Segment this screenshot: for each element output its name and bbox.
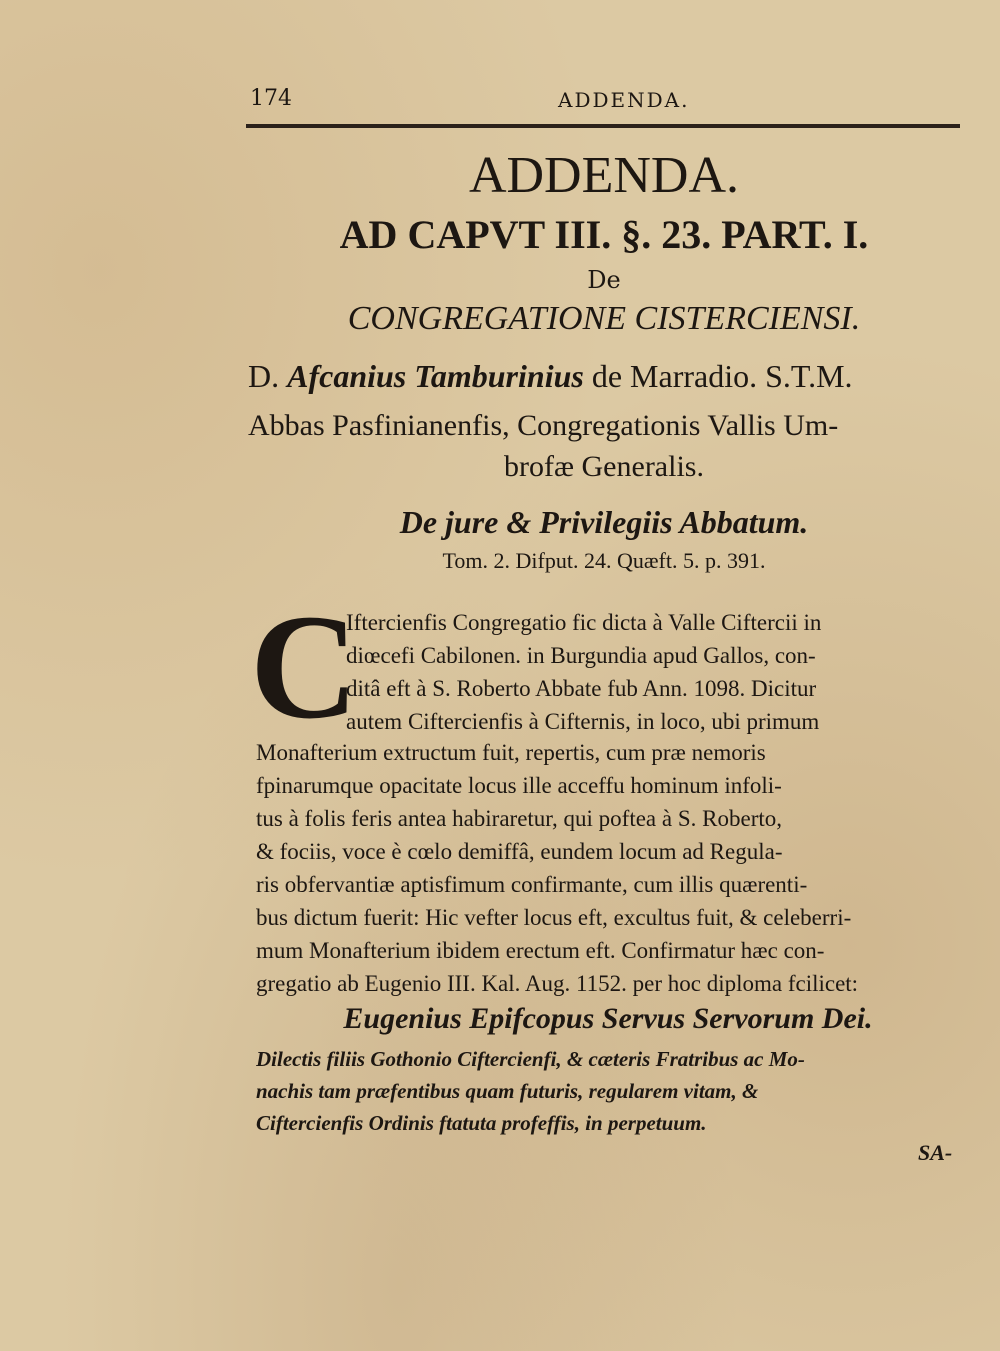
author-line-1: [248, 356, 964, 396]
body-line: ris obfervantiæ aptisfimum confirmante, cum illis quærenti-: [256, 872, 808, 897]
author-origin: de Marradio. S.T.M.: [591, 358, 853, 394]
author-name: Afcanius Tamburinius: [287, 358, 584, 394]
body-line: Monafterium extructum fuit, repertis, cum præ nemoris: [256, 740, 766, 765]
body-line: mum Monafterium ibidem erectum eft. Confirmatur hæc con-: [256, 938, 825, 963]
bull-line: Dilectis filiis Gothonio Ciftercienfi, & cæteris Fratribus ac Mo-: [256, 1047, 805, 1071]
drop-cap: C: [250, 584, 359, 750]
catchword: SA-: [918, 1140, 953, 1165]
bull-line: nachis tam præfentibus quam futuris, regularem vitam, &: [256, 1079, 759, 1103]
work-reference: Tom. 2. Difput. 24. Quæft. 5. p. 391.: [442, 548, 766, 573]
author-line-2: Abbas Pasfinianenfis, Congregationis Vallis Um-: [248, 409, 839, 442]
header-rule: [246, 124, 960, 128]
running-head: [248, 86, 960, 116]
chapter-reference: AD CAPVT III. §. 23. PART. I.: [339, 212, 869, 257]
body-line: & fociis, voce è cœlo demiffâ, eundem locum ad Regula-: [256, 839, 783, 864]
body-line: autem Ciftercienfis à Cifternis, in loco, ubi primum: [346, 709, 820, 734]
author-line-3: brofæ Generalis.: [504, 450, 704, 483]
running-title: ADDENDA.: [558, 88, 690, 112]
author-prefix: D.: [248, 358, 280, 394]
work-title: De jure & Privilegiis Abbatum.: [399, 504, 809, 540]
de-label: De: [587, 266, 621, 294]
body-line: gregatio ab Eugenio III. Kal. Aug. 1152. per hoc diploma fcilicet:: [256, 971, 859, 996]
page-number: 174: [250, 86, 292, 111]
body-line: ditâ eft à S. Roberto Abbate fub Ann. 1098. Dicitur: [346, 676, 817, 701]
body-line: bus dictum fuerit: Hic vefter locus eft, excultus fuit, & celeberri-: [256, 905, 852, 930]
body-line: fpinarumque opacitate locus ille acceffu hominum infoli-: [256, 773, 782, 798]
bull-heading: Eugenius Epifcopus Servus Servorum Dei.: [343, 1002, 873, 1035]
body-line: tus à folis feris antea habiraretur, qui poftea à S. Roberto,: [256, 806, 782, 831]
bull-line: Ciftercienfis Ordinis ftatuta profeffis, in perpetuum.: [256, 1111, 707, 1135]
body-line: Iftercienfis Congregatio fic dicta à Valle Ciftercii in: [346, 610, 822, 635]
page-title: ADDENDA.: [468, 147, 740, 204]
body-line: diœcefi Cabilonen. in Burgundia apud Gallos, con-: [346, 643, 816, 668]
section-title: CONGREGATIONE CISTERCIENSI.: [347, 300, 861, 337]
